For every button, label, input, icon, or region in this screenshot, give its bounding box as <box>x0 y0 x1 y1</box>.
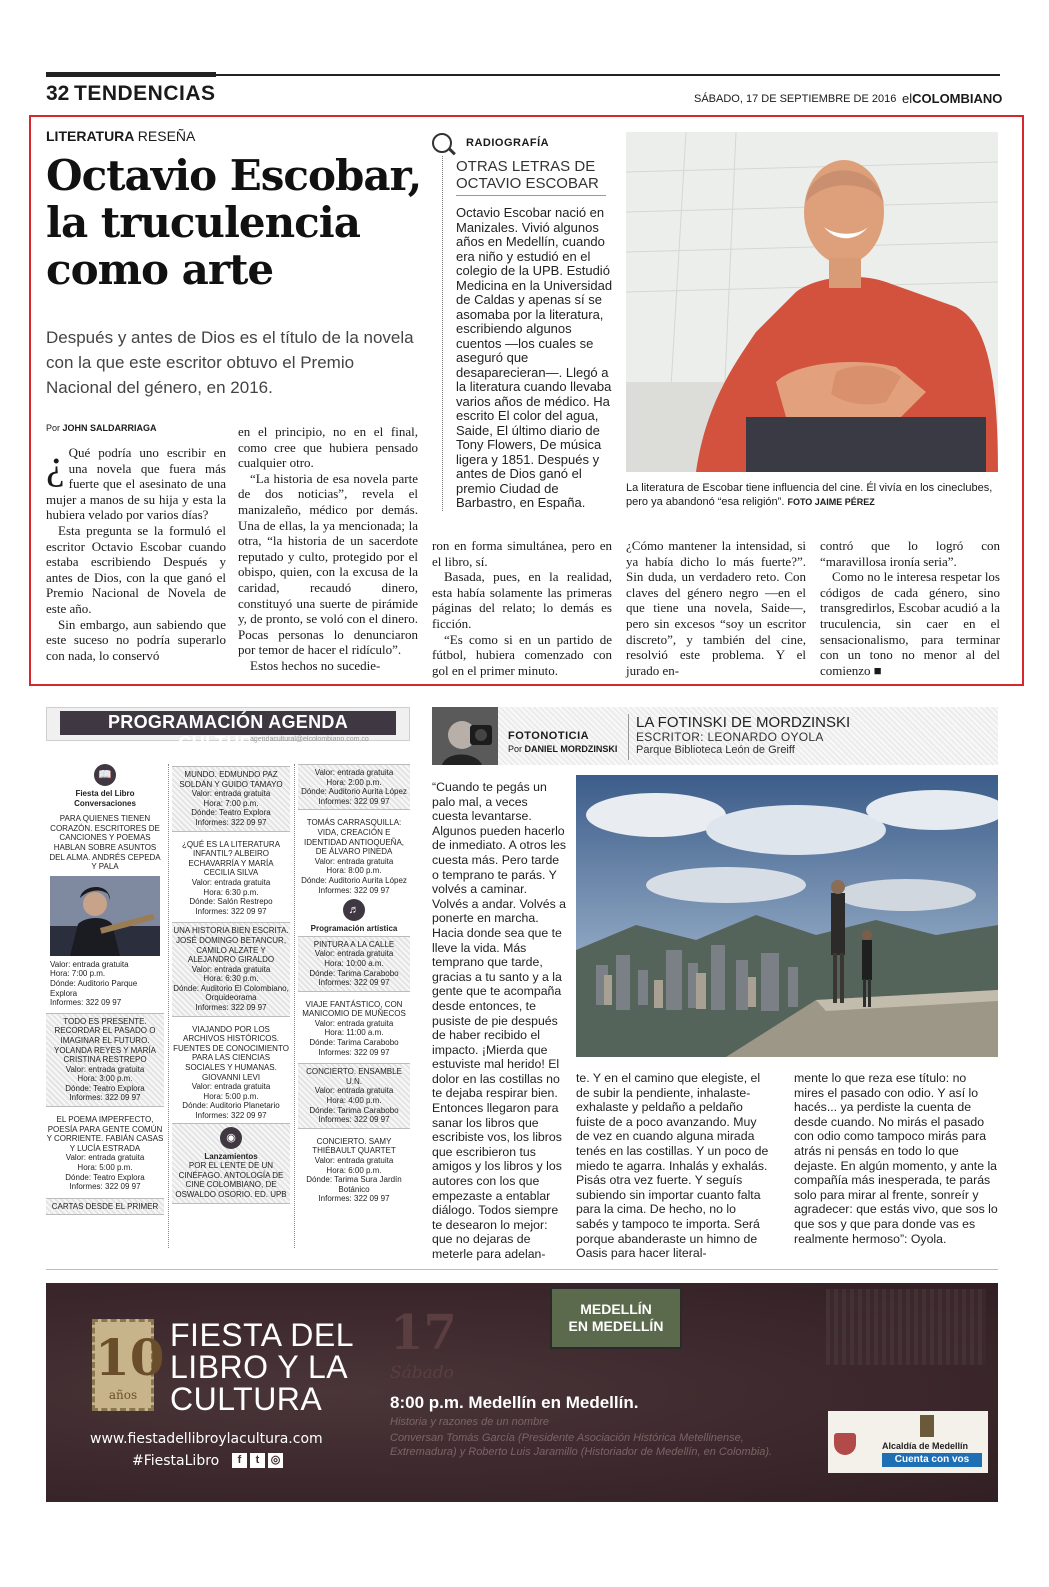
event-block <box>172 922 290 1016</box>
event-title: POR EL LENTE DE UN CINÉFAGO. ANTOLOGÍA DE CINE COLOMBIANO, DE OSWALDO OSORIO. ED. UPB <box>175 1161 287 1199</box>
event-title: 8:00 p.m. Medellín en Medellín. <box>390 1393 639 1412</box>
sidebar-divider <box>442 156 443 511</box>
anniversary-label: años <box>108 1388 138 1402</box>
headline-line-1: Octavio Escobar, <box>46 151 422 200</box>
ad-texture <box>826 1289 986 1365</box>
paragraph: Sin embargo, aun sabiendo que este suceso no podría superarlo con nada, lo conservó <box>46 616 226 663</box>
book-icon: 📖 <box>94 764 116 786</box>
masthead-prefix: el <box>902 91 913 106</box>
agenda-divider <box>168 764 169 1248</box>
agenda-category: Fiesta del Libro Conversaciones <box>74 789 136 808</box>
event-title: CONCIERTO. SAMY THIÉBAULT QUARTET <box>312 1136 396 1156</box>
event-title: EL POEMA IMPERFECTO, POESÍA PARA GENTE COMÚN Y CORRIENTE. FABIÁN CASAS Y LUCÍA ESTRADA <box>46 1115 164 1153</box>
eye-icon: ◉ <box>220 1127 242 1149</box>
fotonoticia-column-3: mente lo que reza ese título: no mires el pasado con odio. Y así lo hacés... ya perdiste la cuenta de desde cuando. No mirás el pasado con odio como tampoco mirás para atrás ni pensás en todo lo que dejaste. En algún momento, y ante la compañía más inesperada, te parás solo para mirar al frente, sonreír y agradecer: que estás vivo, que sos lo que sos y que para donde vas es realmente hermoso”: Oyola. <box>794 1071 998 1246</box>
event-info: Valor: entrada gratuita Hora: 7:00 p.m. Dónde: Teatro Explora Informes: 322 09 97 <box>191 789 271 827</box>
masthead <box>902 91 1002 106</box>
event-title: UNA HISTORIA BIEN ESCRITA. JOSÉ DOMINGO BETANCUR, CAMILO ALZATE Y ALEJANDRO GIRALDO <box>173 926 289 965</box>
paragraph: Esta pregunta se la formuló el escritor Octavio Escobar cuando estaba escribiendo Después y antes de Dios, con la que ganó el Premio Nacional de Novela de este año. <box>46 522 226 616</box>
anniversary-stamp <box>92 1319 165 1411</box>
logo-line-2: LIBRO Y LA <box>170 1349 349 1385</box>
drop-cap: ¿ <box>46 442 65 488</box>
event-description: Conversan Tomás García (Presidente Asociación Histórica Metellinense, Extremadura) y Roberto Luis Jaramillo (Historiador de Medellín, en Colombia). <box>390 1432 773 1458</box>
fotonoticia-column-2: te. Y en el camino que elegiste, el de subir la pendiente, inhalaste-exhalaste y peldaño a peldaño fuiste de a poco avanzando. Muy de vez en cuando alguna mirada tenés en las costillas. Y un poco de miedo te agarra. Inhalás y exhalás. Pisás otra vez fuerte. Y seguís subiendo sin importar cuanto falta para la cima. De hecho, no lo sabés y tampoco te importa. Será porque abanderaste un himno de Oasis para hacer literal- <box>576 1071 769 1261</box>
top-rule-accent <box>46 72 216 77</box>
sponsor-panel <box>828 1411 988 1473</box>
badge-text <box>552 1301 680 1335</box>
badge-line-1: MEDELLÍN <box>580 1301 652 1317</box>
event-info: Valor: entrada gratuita Hora: 3:00 p.m. Dónde: Teatro Explora Informes: 322 09 97 <box>65 1064 145 1103</box>
event-badge <box>550 1287 682 1349</box>
agenda-title: PROGRAMACIÓN AGENDA CULTURAL <box>107 712 349 753</box>
sidebar-body: Octavio Escobar nació en Manizales. Vivió algunos años en Medellín, cuando era niño y estudió en el colegio de la UPB. Estudió Medicina en la Universidad de Caldas y apenas sí se asomaba por la literatura, escribiendo algunos cuentos —los cuales se aseguró que desaparecieran—. Llegó a la literatura cuando llevaba varios años de médico. Ha escrito El color del agua, Saide, El último diario de Tony Flowers, De música ligera y 1851. Después y antes de Dios ganó el premio Ciudad de Barbastro, en España. <box>456 205 613 510</box>
fotonoticia-writer: ESCRITOR: LEONARDO OYOLA <box>636 730 824 744</box>
event-info: Valor: entrada gratuita Hora: 5:00 p.m. Dónde: Auditorio Planetario Informes: 322 09 97 <box>182 1082 280 1120</box>
agenda-column-3 <box>298 764 410 1204</box>
event-info: Valor: entrada gratuita Hora: 6:00 p.m. Dónde: Tarima Sura Jardín Botánico Informes: 322 09 97 <box>306 1156 402 1204</box>
magnifier-icon <box>432 133 452 153</box>
paragraph: “Es como si en un partido de fútbol, hubiera comenzado con gol en el primer minuto. <box>432 631 612 678</box>
event-title: TOMÁS CARRASQUILLA: VIDA, CREACIÓN E IDENTIDAD ANTIOQUEÑA, DE ÁLVARO PINEDA <box>303 818 404 857</box>
fotonoticia-label: FOTONOTICIA <box>508 730 590 742</box>
event-day: 17 <box>390 1305 457 1361</box>
paragraph: Qué podría uno escribir en una novela que fuera más fuerte que el asesinato de una mujer a manos de su hija y esta la hubiera velado por varios días? <box>46 445 226 523</box>
twitter-icon[interactable]: t <box>250 1453 265 1468</box>
event-block <box>298 1063 410 1129</box>
event-info: Valor: entrada gratuita Hora: 5:00 p.m. Dónde: Teatro Explora Informes: 322 09 97 <box>65 1153 145 1192</box>
paragraph: ron en forma simultánea, pero en el libro, sí. <box>432 538 612 569</box>
article-headline <box>46 152 426 293</box>
article-byline <box>46 423 157 433</box>
event-info: Valor: entrada gratuita Hora: 7:00 p.m. Dónde: Auditorio Parque Explora Informes: 322 09 97 <box>50 959 138 1008</box>
city-view-illustration <box>576 775 998 1057</box>
event-block <box>46 1013 164 1107</box>
fotonoticia-place: Parque Biblioteca León de Greiff <box>636 744 795 756</box>
kicker-type: RESEÑA <box>137 128 196 144</box>
sponsor-name: Alcaldía de Medellín <box>882 1441 969 1451</box>
byline-author: JOHN SALDARRIAGA <box>62 423 157 433</box>
logo-line-3: CULTURA <box>170 1381 323 1417</box>
event-block <box>172 766 290 832</box>
event-photo <box>50 876 160 956</box>
agenda-column-1 <box>46 764 164 1215</box>
photographer-illustration <box>432 707 498 765</box>
event-title: MUNDO. EDMUNDO PAZ SOLDÁN Y GUIDO TAMAYO <box>179 770 283 789</box>
paragraph: Como no le interesa respetar los códigos de cada género, sino transgredirlos, Escobar acudió a la truculencia, sin caer en el sensacionalismo, para terminar con un tono no menor al del comienzo ■ <box>820 569 1000 678</box>
paragraph: “La historia de esa novela parte de dos noticias”, revela el manizaleño, médico por demás. Una de ellas, la ya mencionada; la otra, “la historia de un sacerdote reputado y culto, protegido por el obispo, quien, con la excusa de la caridad, recaudó dinero, constituyó una suerte de pirámide y, de pronto, se voló con el dinero. Pocas personas lo denunciaron por temor de hacer el ridículo”. <box>238 470 418 658</box>
author-photo-illustration <box>626 132 998 472</box>
photo-caption <box>626 481 998 509</box>
photographer-portrait <box>432 707 498 765</box>
paragraph: Estos hechos no sucedie- <box>250 657 381 673</box>
event-info: Valor: entrada gratuita Hora: 11:00 a.m. Dónde: Tarima Carabobo Informes: 322 09 97 <box>309 1018 399 1057</box>
logo-line-1: FIESTA DEL <box>170 1317 355 1353</box>
caption-text: La literatura de Escobar tiene influencia del cine. Él vivía en los cineclubes, pero ya abandonó “esa religión”. <box>626 482 993 508</box>
byline-author: DANIEL MORDZINSKI <box>524 744 618 754</box>
event-subtitle: Historia y razones de un nombre <box>390 1416 549 1428</box>
sidebar-subtitle: OTRAS LETRAS DE OCTAVIO ESCOBAR <box>456 158 599 192</box>
city-view-photo <box>576 775 998 1057</box>
social-icons <box>232 1453 283 1468</box>
headline-line-2: la truculencia <box>46 198 360 247</box>
anniversary-number: 10 <box>95 1328 165 1387</box>
section-title: TENDENCIAS <box>74 82 216 105</box>
sponsor-logo-icon <box>834 1433 856 1455</box>
badge-line-2: EN MEDELLÍN <box>568 1318 664 1334</box>
headline-line-3: como arte <box>46 245 274 294</box>
event-title: CONCIERTO. ENSAMBLE U.N. <box>306 1067 402 1086</box>
ad-separator <box>46 1269 998 1270</box>
article-column-3 <box>432 538 612 678</box>
sidebar-subtitle-rule <box>456 195 606 196</box>
ad-hashtag: #FiestaLibro <box>132 1453 220 1469</box>
agenda-divider <box>294 764 295 1248</box>
instagram-icon[interactable]: ◎ <box>268 1453 283 1468</box>
ad-website[interactable]: www.fiestadellibroylacultura.com <box>90 1431 323 1447</box>
event-title: ¿QUÉ ES LA LITERATURA INFANTIL? ALBEIRO ECHAVARRÍA Y MARÍA CECILIA SILVA <box>181 839 281 878</box>
article-deck: Después y antes de Dios es el título de la novela con la que este escritor obtuvo el Premio Nacional del género, en 2016. <box>46 328 414 397</box>
event-info: Valor: entrada gratuita Hora: 6:30 p.m. Dónde: Salón Restrepo Informes: 322 09 97 <box>189 877 273 916</box>
agenda-category: Lanzamientos <box>204 1151 258 1161</box>
fotonoticia-column-1: “Cuando te pegás un palo mal, a veces cuesta levantarse. Algunos pueden hacerlo de inmediato. A otros les cuesta más. Pero tarde o temprano te parás. Y volvés a caminar. Volvés a andar. Volvés a ponerte en marcha. Hacia donde sea que te lleve la vida. Más temprano que tarde, gracias a tu santo y a la gente que te acompaña desde entonces, te pusiste de pie después de haber recibido el impacto. ¡Mierda que estuviste mal herido! El dolor en las costillas no te dejaba respirar bien. Entonces llegaron para sanar los libros que escribiste vos, los libros que escribieron tus amigos y los libros y los autores con los que empezaste a entablar diálogo. Todos siempre te desearon lo mejor: que no dejaras de meterle para adelan- <box>432 780 566 1261</box>
city-seal-icon <box>920 1415 934 1437</box>
paragraph: ¿Cómo mantener la intensidad, si ya había dicho lo más fuerte?”. Sin duda, un verdadero reto. Con claves del género negro —en el que tiene una novela, Saide—, pero sin excesos “soy un escritor discreto”, y también del cine, resolvió este problema. Y el jurado en- <box>626 538 806 678</box>
photo-credit: FOTO JAIME PÉREZ <box>787 497 875 507</box>
fotonoticia-title: LA FOTINSKI DE MORDZINSKI <box>636 714 851 731</box>
fiesta-libro-ad <box>46 1283 998 1502</box>
event-weekday: Sábado <box>390 1363 454 1383</box>
fiesta-logo-text <box>170 1319 354 1415</box>
event-title: PARA QUIENES TIENEN CORAZÓN. ESCRITORES DE CANCIONES Y POEMAS HABLAN SOBRE ASUNTOS DEL ALMA. ANDRÉS CEPEDA Y PALA <box>49 814 161 872</box>
byline-prefix: Por <box>46 423 61 433</box>
event-info: Valor: entrada gratuita Hora: 4:00 p.m. Dónde: Tarima Carabobo Informes: 322 09 97 <box>309 1086 399 1125</box>
sponsor-slogan: Cuenta con vos <box>882 1453 982 1467</box>
article-column-4 <box>626 538 806 678</box>
event-title: VIAJE FANTÁSTICO, CON MANICOMIO DE MUÑECOS <box>302 999 406 1019</box>
event-block <box>298 936 410 992</box>
article-column-1 <box>46 442 226 663</box>
event-info: Valor: entrada gratuita Hora: 10:00 a.m. Dónde: Tarima Carabobo Informes: 322 09 97 <box>309 949 399 988</box>
event-info: Valor: entrada gratuita Hora: 2:00 p.m. Dónde: Auditorio Aurita López Informes: 322 09 97 <box>298 764 410 810</box>
byline-prefix: Por <box>508 744 523 754</box>
theater-icon: ♬ <box>343 899 365 921</box>
article-column-5 <box>820 538 1000 678</box>
event-title: PINTURA A LA CALLE <box>313 939 395 949</box>
event-info: Valor: entrada gratuita Hora: 8:00 p.m. Dónde: Auditorio Aurita López Informes: 322 09 97 <box>301 856 407 895</box>
fotonoticia-byline <box>508 744 617 754</box>
page-number: 32 <box>46 82 70 105</box>
facebook-icon[interactable]: f <box>232 1453 247 1468</box>
masthead-name: COLOMBIANO <box>912 91 1003 106</box>
paragraph: contró que lo logró con “maravillosa ironía seria”. <box>820 538 1000 569</box>
event-title: CARTAS DESDE EL PRIMER <box>46 1198 164 1216</box>
author-photo <box>626 132 998 472</box>
fotonoticia-divider <box>628 714 629 760</box>
paragraph: Basada, pues, en la realidad, esta había solamente las primeras páginas del relato; lo demás es ficción. <box>432 569 612 631</box>
agenda-email: agendacultural@elcolombiano.com.co <box>250 736 369 743</box>
article-kicker <box>46 128 195 144</box>
event-title: TODO ES PRESENTE. RECORDAR EL PASADO O IMAGINAR EL FUTURO. YOLANDA REYES Y MARÍA CRISTINA RESTREPO <box>54 1016 156 1065</box>
event-block <box>172 1123 290 1204</box>
agenda-category: Programación artística <box>310 924 398 934</box>
sidebar-label: RADIOGRAFÍA <box>466 137 550 149</box>
kicker-category: LITERATURA <box>46 128 134 144</box>
issue-date: SÁBADO, 17 DE SEPTIEMBRE DE 2016 <box>694 93 897 105</box>
paragraph: en el principio, no en el final, como cree que hubiera pensado cualquier otro. <box>238 424 418 471</box>
event-title: VIAJANDO POR LOS ARCHIVOS HISTÓRICOS. FUENTES DE CONOCIMIENTO PARA LAS CIENCIAS SOCIALES Y HUMANAS. GIOVANNI LEVI <box>173 1024 289 1082</box>
event-info: Valor: entrada gratuita Hora: 6:30 p.m. Dónde: Auditorio El Colombiano, Orquideorama Informes: 322 09 97 <box>173 964 289 1013</box>
agenda-column-2 <box>172 766 290 1204</box>
article-column-2 <box>238 424 418 674</box>
